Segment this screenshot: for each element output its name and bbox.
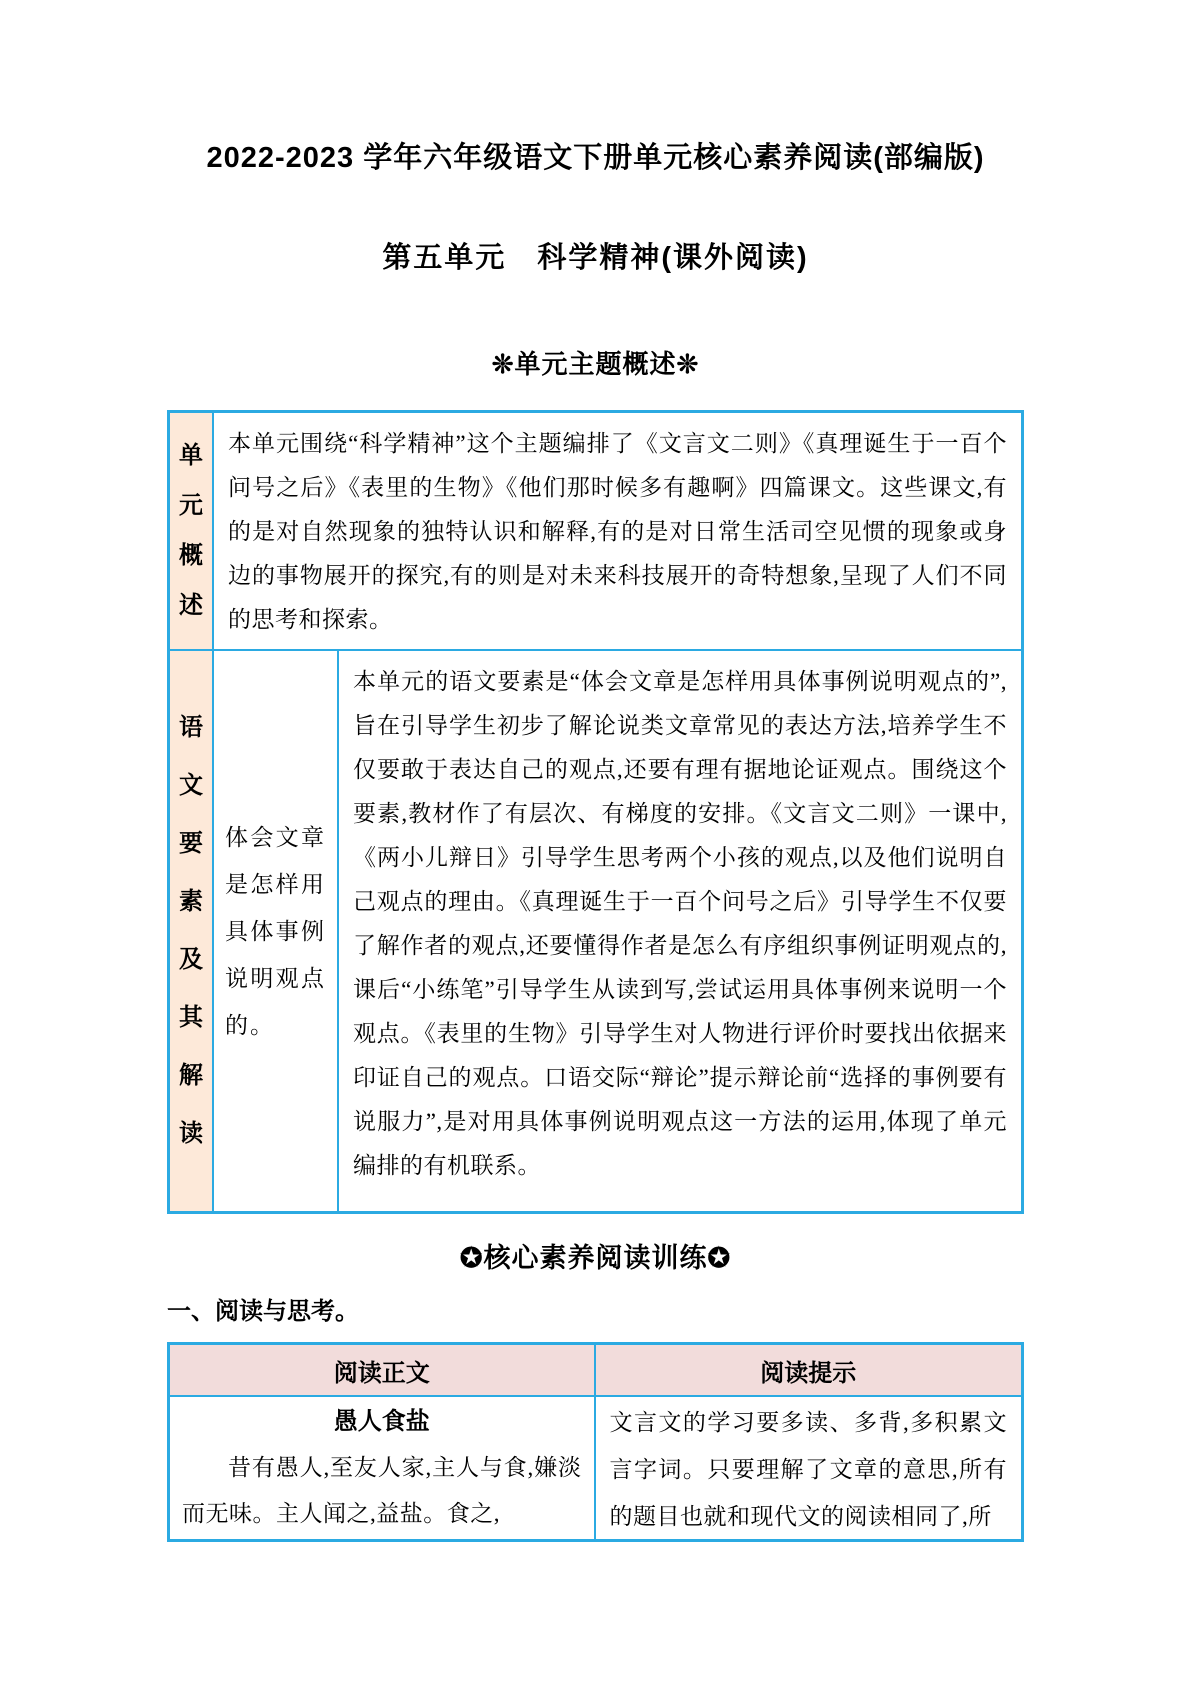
table-row	[170, 413, 1021, 651]
section-heading-reading-training: ✪核心素养阅读训练✪	[459, 1243, 732, 1273]
unit-overview-text: 本单元围绕“科学精神”这个主题编排了《文言文二则》《真理诞生于一百个问号之后》《表里的生物》《他们那时候多有趣啊》四篇课文。这些课文,有的是对自然现象的独特认识和解释,有的是对日常生活司空见惯的现象或身边的事物展开的探究,有的则是对未来科技展开的奇特想象,呈现了人们不同的思考和探索。	[228, 431, 1007, 632]
document-title: 2022-2023 学年六年级语文下册单元核心素养阅读(部编版)	[206, 142, 985, 174]
section-heading-unit-overview: ❊单元主题概述❊	[491, 349, 700, 379]
column-header-reading-text: 阅读正文	[170, 1345, 596, 1395]
passage-cell	[170, 1397, 596, 1539]
table-row	[170, 651, 1021, 1211]
language-element-text: 体会文章是怎样用具体事例说明观点的。	[214, 651, 339, 1211]
row-label-unit-overview: 单元概述	[170, 413, 214, 649]
row-label-language-elements: 语文要素及其解读	[170, 651, 214, 1211]
language-element-analysis-text: 本单元的语文要素是“体会文章是怎样用具体事例说明观点的”,旨在引导学生初步了解论说类文章常见的表达方法,培养学生不仅要敢于表达自己的观点,还要有理有据地论证观点。围绕这个要素,教材作了有层次、有梯度的安排。《文言文二则》一课中,《两小儿辩日》引导学生思考两个小孩的观点,以及他们说明自己观点的理由。《真理诞生于一百个问号之后》引导学生不仅要了解作者的观点,还要懂得作者是怎么有序组织事例证明观点的,课后“小练笔”引导学生从读到写,尝试运用具体事例来说明一个观点。《表里的生物》引导学生对人物进行评价时要找出依据来印证自己的观点。口语交际“辩论”提示辩论前“选择的事例要有说服力”,是对用具体事例说明观点这一方法的运用,体现了单元编排的有机联系。	[353, 669, 1007, 1178]
reading-table-body-row	[170, 1397, 1021, 1539]
exercise-label: 一、阅读与思考。	[167, 1298, 359, 1325]
document-content	[167, 138, 1024, 1542]
passage-title: 愚人食盐	[333, 1408, 430, 1435]
passage-text: 昔有愚人,至友人家,主人与食,嫌淡而无味。主人闻之,益盐。食之,	[182, 1455, 582, 1526]
reading-hint-text: 文言文的学习要多读、多背,多积累文言字词。只要理解了文章的意思,所有的题目也就和现代文的阅读相同了,所	[609, 1410, 1007, 1529]
reading-table-header-row	[170, 1345, 1021, 1397]
unit-overview-table	[167, 410, 1024, 1214]
reading-table	[167, 1342, 1024, 1542]
column-header-reading-hint: 阅读提示	[760, 1359, 857, 1387]
unit-title: 第五单元 科学精神(课外阅读)	[382, 242, 809, 274]
